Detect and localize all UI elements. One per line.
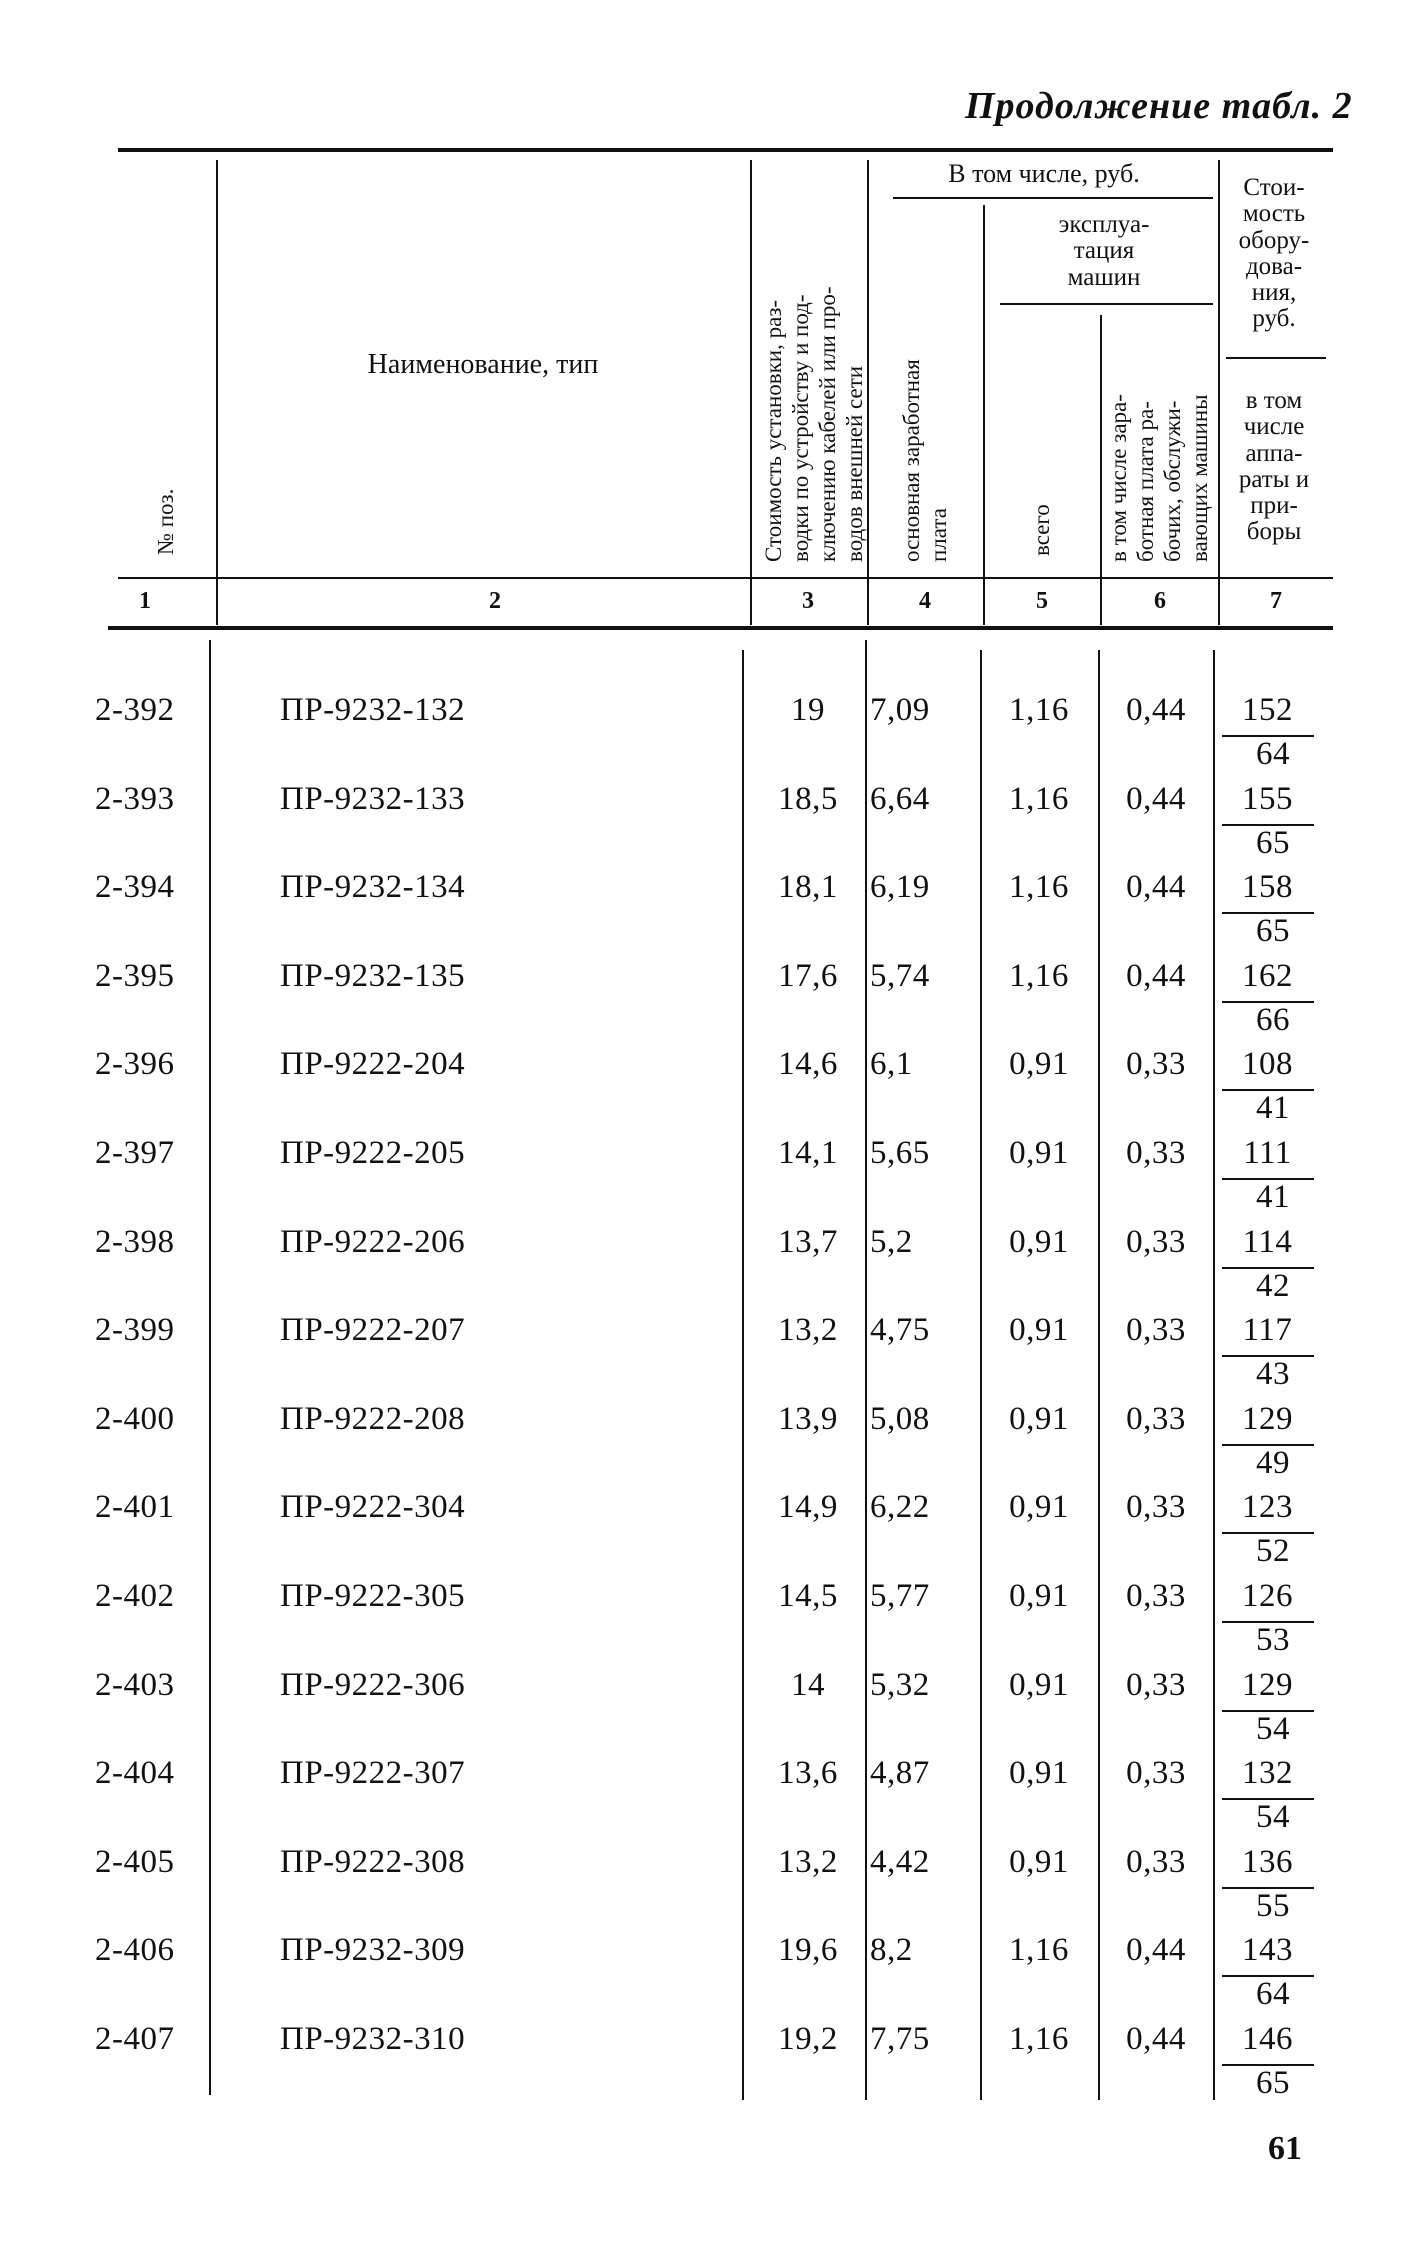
equipment-cost-cell: 108 bbox=[1242, 1046, 1293, 1082]
column-number-4: 4 bbox=[919, 588, 931, 614]
incl-salary-cell: 0,33 bbox=[1126, 1844, 1186, 1880]
equipment-cost-cell: 146 bbox=[1242, 2021, 1293, 2057]
column-number-7: 7 bbox=[1270, 588, 1282, 614]
install-cost-cell: 13,2 bbox=[778, 1312, 838, 1348]
total-cell: 0,91 bbox=[1009, 1667, 1069, 1703]
install-cost-header: Стоимость установки, раз- водки по устройству и под- ключению кабелей или про- водов внешней сети bbox=[761, 286, 867, 562]
base-salary-cell: 5,08 bbox=[870, 1401, 930, 1437]
equipment-incl-cell: 41 bbox=[1256, 1179, 1290, 1215]
equipment-cost-cell: 162 bbox=[1242, 958, 1293, 994]
install-cost-cell: 18,1 bbox=[778, 869, 838, 905]
equipment-cost-cell: 129 bbox=[1242, 1667, 1293, 1703]
base-salary-cell: 5,77 bbox=[870, 1578, 930, 1614]
install-cost-cell: 13,7 bbox=[778, 1224, 838, 1260]
equipment-incl-cell: 43 bbox=[1256, 1356, 1290, 1392]
base-salary-cell: 8,2 bbox=[870, 1932, 913, 1968]
column-number-rule bbox=[108, 626, 1333, 630]
name-cell: ПР-9232-135 bbox=[280, 958, 466, 994]
incl-salary-cell: 0,44 bbox=[1126, 869, 1186, 905]
equipment-cost-cell: 158 bbox=[1242, 869, 1293, 905]
name-cell: ПР-9232-133 bbox=[280, 781, 466, 817]
header-bottom-rule bbox=[118, 577, 1333, 579]
base-salary-cell: 5,2 bbox=[870, 1224, 913, 1260]
pos-cell: 2-397 bbox=[95, 1135, 175, 1171]
incl-salary-cell: 0,44 bbox=[1126, 692, 1186, 728]
header-divider-2 bbox=[750, 160, 752, 625]
base-salary-cell: 5,74 bbox=[870, 958, 930, 994]
incl-group-rule bbox=[893, 197, 1213, 199]
equipment-incl-cell: 49 bbox=[1256, 1445, 1290, 1481]
equipment-incl-cell: 64 bbox=[1256, 1976, 1290, 2012]
incl-salary-header: в том числе зара- ботная плата ра- бочих, обслужи- вающих машины bbox=[1106, 394, 1212, 562]
incl-salary-cell: 0,33 bbox=[1126, 1135, 1186, 1171]
name-cell: ПР-9222-304 bbox=[280, 1489, 466, 1525]
install-cost-cell: 13,9 bbox=[778, 1401, 838, 1437]
total-cell: 0,91 bbox=[1009, 1224, 1069, 1260]
pos-cell: 2-400 bbox=[95, 1401, 175, 1437]
install-cost-cell: 13,2 bbox=[778, 1844, 838, 1880]
name-cell: ПР-9232-309 bbox=[280, 1932, 466, 1968]
body-divider-4 bbox=[980, 650, 982, 2100]
install-cost-cell: 19,2 bbox=[778, 2021, 838, 2057]
equipment-cost-cell: 117 bbox=[1242, 1312, 1293, 1348]
install-cost-cell: 18,5 bbox=[778, 781, 838, 817]
equipment-incl-cell: 66 bbox=[1256, 1002, 1290, 1038]
pos-cell: 2-401 bbox=[95, 1489, 175, 1525]
total-cell: 1,16 bbox=[1009, 1932, 1069, 1968]
incl-salary-cell: 0,33 bbox=[1126, 1667, 1186, 1703]
incl-salary-cell: 0,44 bbox=[1126, 1932, 1186, 1968]
install-cost-cell: 17,6 bbox=[778, 958, 838, 994]
total-header: всего bbox=[1029, 504, 1054, 556]
total-cell: 0,91 bbox=[1009, 1135, 1069, 1171]
column-number-2: 2 bbox=[489, 588, 501, 614]
install-cost-cell: 14 bbox=[791, 1667, 825, 1703]
pos-cell: 2-393 bbox=[95, 781, 175, 817]
name-cell: ПР-9232-132 bbox=[280, 692, 466, 728]
incl-salary-cell: 0,33 bbox=[1126, 1578, 1186, 1614]
pos-cell: 2-398 bbox=[95, 1224, 175, 1260]
total-cell: 0,91 bbox=[1009, 1046, 1069, 1082]
equipment-rule bbox=[1226, 357, 1326, 359]
header-divider-1 bbox=[216, 160, 218, 625]
install-cost-cell: 19 bbox=[791, 692, 825, 728]
equipment-cost-cell: 143 bbox=[1242, 1932, 1293, 1968]
name-cell: ПР-9222-205 bbox=[280, 1135, 466, 1171]
name-cell: ПР-9222-308 bbox=[280, 1844, 466, 1880]
equipment-incl-cell: 41 bbox=[1256, 1090, 1290, 1126]
base-salary-cell: 6,64 bbox=[870, 781, 930, 817]
equipment-incl-cell: 52 bbox=[1256, 1533, 1290, 1569]
pos-cell: 2-405 bbox=[95, 1844, 175, 1880]
body-divider-1 bbox=[209, 640, 211, 2095]
total-cell: 0,91 bbox=[1009, 1755, 1069, 1791]
column-number-3: 3 bbox=[802, 588, 814, 614]
pos-cell: 2-407 bbox=[95, 2021, 175, 2057]
body-divider-5 bbox=[1098, 650, 1100, 2100]
column-number-1: 1 bbox=[139, 588, 151, 614]
install-cost-cell: 13,6 bbox=[778, 1755, 838, 1791]
equipment-cost-cell: 136 bbox=[1242, 1844, 1293, 1880]
column-number-6: 6 bbox=[1154, 588, 1166, 614]
total-cell: 1,16 bbox=[1009, 869, 1069, 905]
total-cell: 1,16 bbox=[1009, 2021, 1069, 2057]
equipment-cost-cell: 129 bbox=[1242, 1401, 1293, 1437]
base-salary-cell: 6,19 bbox=[870, 869, 930, 905]
base-salary-cell: 5,32 bbox=[870, 1667, 930, 1703]
incl-salary-cell: 0,33 bbox=[1126, 1312, 1186, 1348]
total-cell: 0,91 bbox=[1009, 1312, 1069, 1348]
exploitation-header: эксплуа- тация машин bbox=[1058, 211, 1150, 291]
equipment-incl-cell: 65 bbox=[1256, 2065, 1290, 2101]
name-cell: ПР-9222-305 bbox=[280, 1578, 466, 1614]
pos-cell: 2-395 bbox=[95, 958, 175, 994]
install-cost-cell: 14,5 bbox=[778, 1578, 838, 1614]
exploitation-rule bbox=[1000, 303, 1213, 305]
name-header: Наименование, тип bbox=[367, 349, 599, 380]
equipment-incl-header: в том числе аппа- раты и при- боры bbox=[1238, 387, 1310, 546]
incl-salary-cell: 0,44 bbox=[1126, 2021, 1186, 2057]
name-cell: ПР-9222-206 bbox=[280, 1224, 466, 1260]
body-divider-3 bbox=[865, 640, 867, 2100]
header-divider-4 bbox=[983, 205, 985, 625]
body-divider-6 bbox=[1213, 650, 1215, 2100]
base-salary-cell: 6,22 bbox=[870, 1489, 930, 1525]
name-cell: ПР-9222-208 bbox=[280, 1401, 466, 1437]
total-cell: 0,91 bbox=[1009, 1401, 1069, 1437]
equipment-incl-cell: 64 bbox=[1256, 736, 1290, 772]
pos-cell: 2-396 bbox=[95, 1046, 175, 1082]
install-cost-cell: 19,6 bbox=[778, 1932, 838, 1968]
pos-header: № поз. bbox=[153, 488, 178, 555]
total-cell: 0,91 bbox=[1009, 1844, 1069, 1880]
name-cell: ПР-9222-204 bbox=[280, 1046, 466, 1082]
equipment-cost-cell: 114 bbox=[1242, 1224, 1293, 1260]
base-salary-cell: 5,65 bbox=[870, 1135, 930, 1171]
equipment-incl-cell: 55 bbox=[1256, 1888, 1290, 1924]
total-cell: 0,91 bbox=[1009, 1489, 1069, 1525]
body-divider-2 bbox=[742, 650, 744, 2100]
equipment-cost-cell: 111 bbox=[1243, 1135, 1292, 1171]
base-salary-cell: 4,87 bbox=[870, 1755, 930, 1791]
pos-cell: 2-399 bbox=[95, 1312, 175, 1348]
total-cell: 1,16 bbox=[1009, 781, 1069, 817]
equipment-cost-cell: 123 bbox=[1242, 1489, 1293, 1525]
name-cell: ПР-9222-307 bbox=[280, 1755, 466, 1791]
incl-group-header: В том числе, руб. bbox=[948, 159, 1140, 188]
base-salary-cell: 7,75 bbox=[870, 2021, 930, 2057]
base-salary-cell: 4,75 bbox=[870, 1312, 930, 1348]
equipment-cost-header: Стои- мость обору- дова- ния, руб. bbox=[1238, 174, 1310, 333]
incl-salary-cell: 0,33 bbox=[1126, 1401, 1186, 1437]
name-cell: ПР-9232-134 bbox=[280, 869, 466, 905]
base-salary-cell: 7,09 bbox=[870, 692, 930, 728]
pos-cell: 2-404 bbox=[95, 1755, 175, 1791]
install-cost-cell: 14,9 bbox=[778, 1489, 838, 1525]
table-continuation-caption: Продолжение табл. 2 bbox=[965, 85, 1353, 127]
name-cell: ПР-9232-310 bbox=[280, 2021, 466, 2057]
install-cost-cell: 14,6 bbox=[778, 1046, 838, 1082]
base-salary-cell: 4,42 bbox=[870, 1844, 930, 1880]
equipment-incl-cell: 65 bbox=[1256, 913, 1290, 949]
pos-cell: 2-394 bbox=[95, 869, 175, 905]
incl-salary-cell: 0,44 bbox=[1126, 958, 1186, 994]
equipment-cost-cell: 155 bbox=[1242, 781, 1293, 817]
base-salary-header: основная заработная плата bbox=[899, 359, 951, 562]
equipment-incl-cell: 54 bbox=[1256, 1711, 1290, 1747]
install-cost-cell: 14,1 bbox=[778, 1135, 838, 1171]
header-top-rule bbox=[118, 148, 1333, 152]
equipment-incl-cell: 53 bbox=[1256, 1622, 1290, 1658]
pos-cell: 2-403 bbox=[95, 1667, 175, 1703]
name-cell: ПР-9222-306 bbox=[280, 1667, 466, 1703]
base-salary-cell: 6,1 bbox=[870, 1046, 913, 1082]
equipment-incl-cell: 54 bbox=[1256, 1799, 1290, 1835]
name-cell: ПР-9222-207 bbox=[280, 1312, 466, 1348]
incl-salary-cell: 0,44 bbox=[1126, 781, 1186, 817]
equipment-cost-cell: 132 bbox=[1242, 1755, 1293, 1791]
total-cell: 1,16 bbox=[1009, 692, 1069, 728]
pos-cell: 2-392 bbox=[95, 692, 175, 728]
total-cell: 0,91 bbox=[1009, 1578, 1069, 1614]
incl-salary-cell: 0,33 bbox=[1126, 1755, 1186, 1791]
equipment-incl-cell: 42 bbox=[1256, 1268, 1290, 1304]
incl-salary-cell: 0,33 bbox=[1126, 1489, 1186, 1525]
pos-cell: 2-406 bbox=[95, 1932, 175, 1968]
header-divider-5 bbox=[1100, 315, 1102, 625]
total-cell: 1,16 bbox=[1009, 958, 1069, 994]
equipment-incl-cell: 65 bbox=[1256, 825, 1290, 861]
equipment-cost-cell: 152 bbox=[1242, 692, 1293, 728]
incl-salary-cell: 0,33 bbox=[1126, 1046, 1186, 1082]
pos-cell: 2-402 bbox=[95, 1578, 175, 1614]
column-number-5: 5 bbox=[1036, 588, 1048, 614]
equipment-cost-cell: 126 bbox=[1242, 1578, 1293, 1614]
page-number: 61 bbox=[1268, 2130, 1302, 2167]
incl-salary-cell: 0,33 bbox=[1126, 1224, 1186, 1260]
